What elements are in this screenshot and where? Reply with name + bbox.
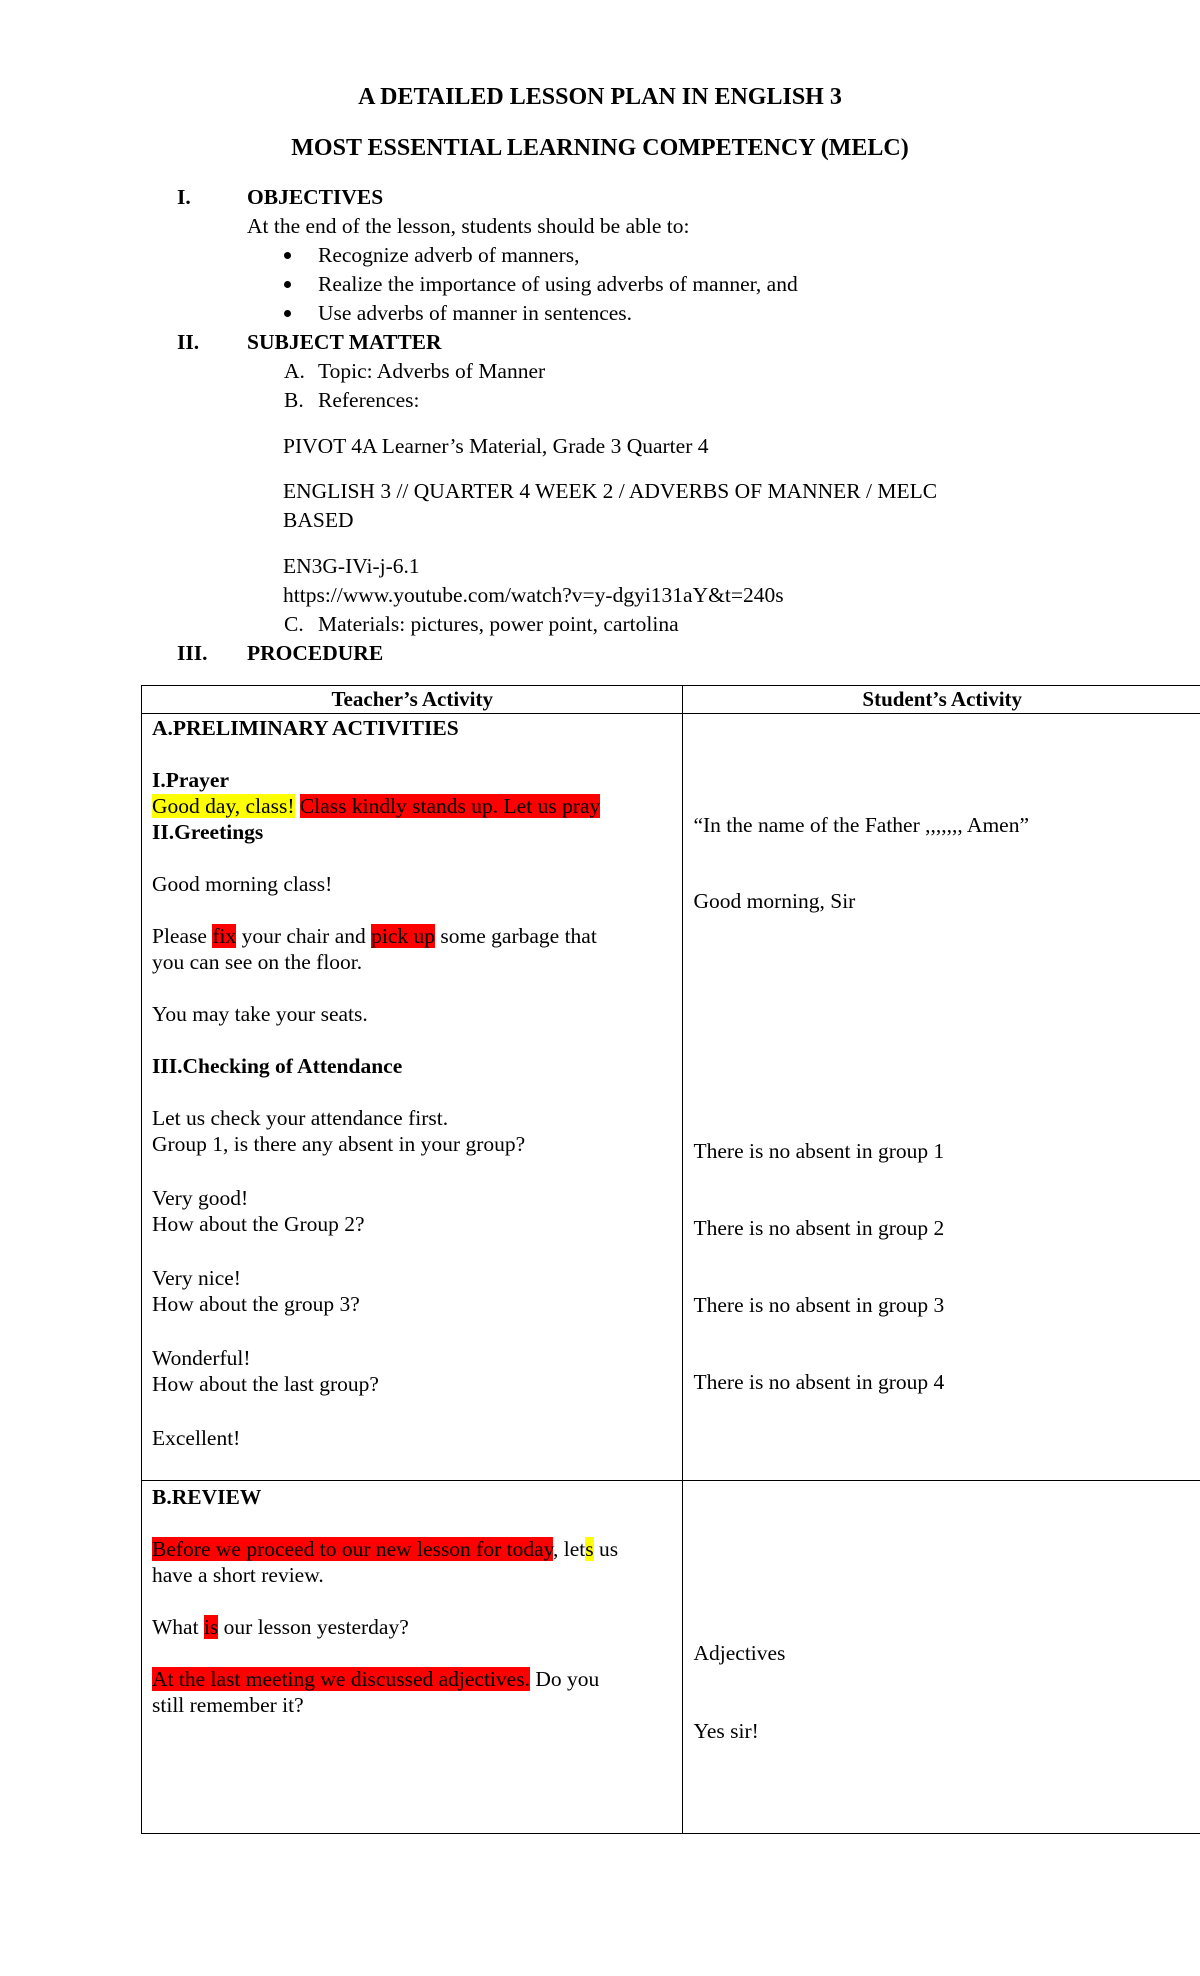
instruction-line xyxy=(152,922,597,951)
praise-text: Very nice! xyxy=(152,1266,241,1290)
attendance-line: Let us check your attendance first. xyxy=(152,1106,449,1130)
materials-letter: C. xyxy=(284,612,304,636)
student-response: Adjectives xyxy=(693,1641,786,1665)
materials: Materials: pictures, power point, cartolina xyxy=(318,612,679,636)
procedure-number: III. xyxy=(177,641,208,665)
praise-text: Wonderful! xyxy=(152,1346,251,1370)
praise-text: Excellent! xyxy=(152,1426,241,1450)
group-question: How about the Group 2? xyxy=(152,1212,365,1236)
greetings-heading: II.Greetings xyxy=(152,820,264,844)
objectives-intro: At the end of the lesson, students should be able to: xyxy=(247,214,690,238)
group-question: How about the group 3? xyxy=(152,1292,360,1316)
student-prelim-cell xyxy=(683,714,1200,1481)
document-title: A DETAILED LESSON PLAN IN ENGLISH 3 xyxy=(358,84,842,110)
document-subtitle: MOST ESSENTIAL LEARNING COMPETENCY (MELC) xyxy=(291,135,909,161)
student-response: “In the name of the Father ,,,,,,, Amen” xyxy=(693,813,1030,837)
text-segment: us xyxy=(593,1537,619,1561)
topic: Topic: Adverbs of Manner xyxy=(318,359,546,383)
bullet-icon xyxy=(284,281,291,288)
teacher-prelim-cell xyxy=(142,714,683,1481)
student-response: Yes sir! xyxy=(693,1719,759,1743)
student-response: Good morning, Sir xyxy=(693,889,856,913)
text-segment: What xyxy=(152,1615,204,1639)
references-letter: B. xyxy=(284,388,304,412)
prayer-line xyxy=(152,792,600,821)
review-statement-cont: still remember it? xyxy=(152,1693,304,1717)
student-review-cell xyxy=(683,1481,1200,1834)
review-question xyxy=(152,1613,409,1642)
highlighted-text: s xyxy=(585,1537,594,1561)
student-response: There is no absent in group 4 xyxy=(693,1370,945,1394)
highlighted-text: Class kindly stands up. Let us pray xyxy=(299,794,601,818)
references-label: References: xyxy=(318,388,420,412)
objective-item: Recognize adverb of manners, xyxy=(318,243,580,267)
review-heading: B.REVIEW xyxy=(152,1485,262,1509)
objective-item: Use adverbs of manner in sentences. xyxy=(318,301,633,325)
praise-text: Very good! xyxy=(152,1186,249,1210)
text-segment: Do you xyxy=(529,1667,600,1691)
text-segment: our lesson yesterday? xyxy=(218,1615,409,1639)
prayer-heading: I.Prayer xyxy=(152,768,230,792)
greeting-text: Good morning class! xyxy=(152,872,333,896)
objectives-heading: OBJECTIVES xyxy=(247,185,384,209)
subject-heading: SUBJECT MATTER xyxy=(247,330,442,354)
text-segment: your chair and xyxy=(236,924,372,948)
attendance-heading: III.Checking of Attendance xyxy=(152,1054,403,1078)
reference-english-cont: BASED xyxy=(283,508,354,532)
reference-pivot: PIVOT 4A Learner’s Material, Grade 3 Quarter 4 xyxy=(283,434,709,458)
text-segment: Please xyxy=(152,924,213,948)
subject-number: II. xyxy=(177,330,200,354)
group-question: How about the last group? xyxy=(152,1372,379,1396)
student-response: There is no absent in group 2 xyxy=(693,1216,945,1240)
highlighted-text: Before we proceed to our new lesson for today xyxy=(152,1537,553,1561)
review-statement xyxy=(152,1665,599,1694)
bullet-icon xyxy=(284,310,291,317)
review-line-cont: have a short review. xyxy=(152,1563,324,1587)
melc-code: EN3G-IVi-j-6.1 xyxy=(283,554,420,578)
text-segment: , let xyxy=(553,1537,586,1561)
objectives-number: I. xyxy=(177,185,191,209)
highlighted-text: At the last meeting we discussed adjectives. xyxy=(152,1667,530,1691)
review-line xyxy=(152,1535,618,1564)
instruction-line-cont: you can see on the floor. xyxy=(152,950,363,974)
highlighted-text: is xyxy=(203,1615,219,1639)
topic-letter: A. xyxy=(284,359,305,383)
reference-english: ENGLISH 3 // QUARTER 4 WEEK 2 / ADVERBS OF MANNER / MELC xyxy=(283,479,938,503)
objective-item: Realize the importance of using adverbs of manner, and xyxy=(318,272,798,296)
procedure-heading: PROCEDURE xyxy=(247,641,384,665)
teacher-column-header: Teacher’s Activity xyxy=(142,686,683,714)
bullet-icon xyxy=(284,252,291,259)
procedure-table xyxy=(141,685,1200,1834)
student-column-header: Student’s Activity xyxy=(683,686,1200,714)
seats-text: You may take your seats. xyxy=(152,1002,368,1026)
prelim-heading: A.PRELIMINARY ACTIVITIES xyxy=(152,716,459,740)
teacher-review-cell xyxy=(142,1481,683,1834)
reference-url: https://www.youtube.com/watch?v=y-dgyi131aY&t=240s xyxy=(283,583,784,607)
highlighted-text: pick up xyxy=(371,924,436,948)
attendance-question: Group 1, is there any absent in your group? xyxy=(152,1132,526,1156)
text-segment: some garbage that xyxy=(435,924,597,948)
student-response: There is no absent in group 1 xyxy=(693,1139,945,1163)
student-response: There is no absent in group 3 xyxy=(693,1293,945,1317)
highlighted-text: Good day, class! xyxy=(152,794,295,818)
highlighted-text: fix xyxy=(212,924,237,948)
